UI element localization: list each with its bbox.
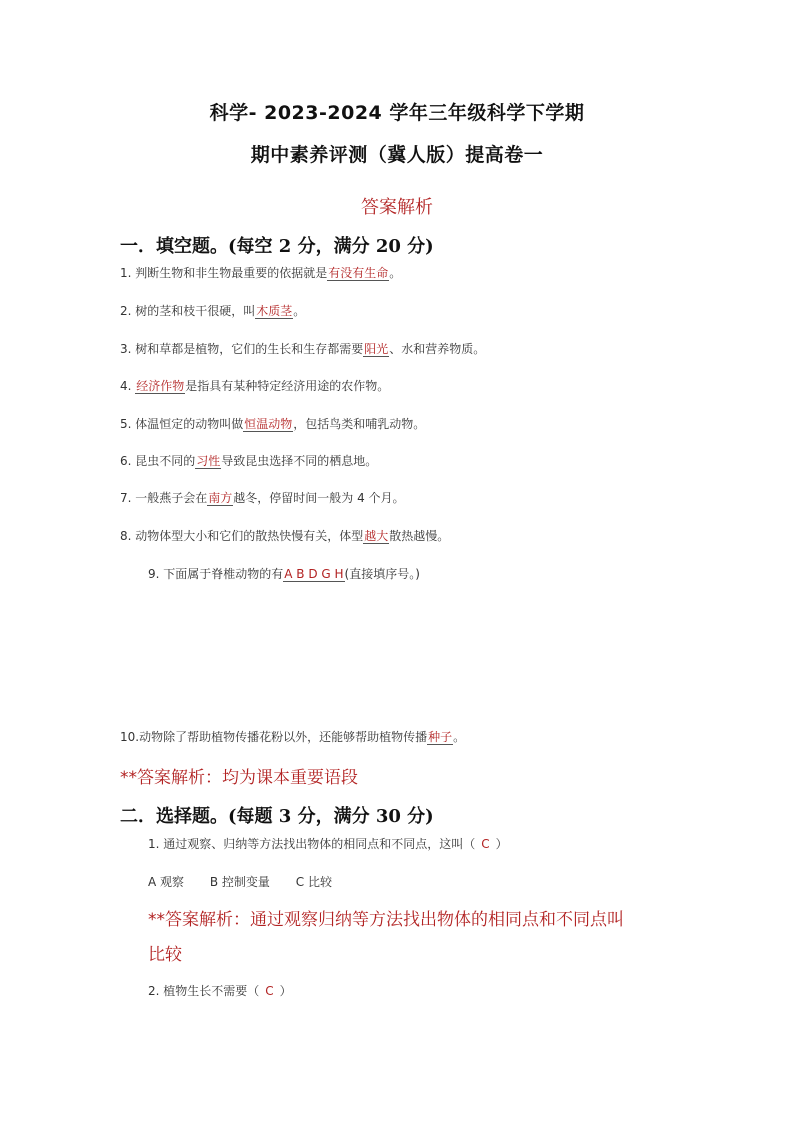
page-title-line2: 期中素养评测（冀人版）提高卷一	[250, 144, 544, 166]
section2-heading: 二．选择题。(每题 3 分，满分 30 分)	[120, 806, 434, 827]
answer-blank: 习性	[196, 454, 221, 468]
choice-question-2: 2. 植物生长不需要（ C ）	[148, 984, 292, 998]
fill-question-2: 2. 树的茎和枝干很硬，叫木质茎。	[120, 304, 306, 318]
page-title-line1: 科学- 2023-2024 学年三年级科学下学期	[209, 102, 585, 124]
answer-blank: 南方	[208, 491, 233, 505]
answer-choice: C	[481, 837, 490, 851]
fill-question-1: 1. 判断生物和非生物最重要的依据就是有没有生命。	[120, 266, 402, 280]
fill-question-6: 6. 昆虫不同的习性导致昆虫选择不同的栖息地。	[120, 454, 378, 468]
answer-blank: 恒温动物	[244, 417, 293, 431]
fill-question-10: 10.动物除了帮助植物传播花粉以外，还能够帮助植物传播种子。	[120, 730, 466, 744]
answer-analysis-title: 答案解析	[361, 197, 433, 218]
fill-question-9: 9. 下面属于脊椎动物的有A B D G H(直接填序号。)	[148, 567, 420, 581]
fill-question-7: 7. 一般燕子会在南方越冬，停留时间一般为 4 个月。	[120, 491, 405, 505]
answer-blank: 种子	[428, 730, 453, 744]
answer-blank: 越大	[364, 529, 389, 543]
fill-question-3: 3. 树和草都是植物，它们的生长和生存都需要阳光、水和营养物质。	[120, 342, 486, 356]
option-c: C 比较	[295, 875, 332, 889]
section2-q1-analysis-line1: **答案解析：通过观察归纳等方法找出物体的相同点和不同点叫	[148, 910, 624, 930]
choice-question-1: 1. 通过观察、归纳等方法找出物体的相同点和不同点，这叫（ C ）	[148, 837, 508, 851]
choice-question-1-options	[148, 873, 354, 890]
answer-blank: 有没有生命	[328, 266, 389, 280]
option-a: A 观察	[148, 875, 185, 889]
section1-heading: 一．填空题。(每空 2 分，满分 20 分)	[120, 236, 434, 257]
option-b: B 控制变量	[209, 875, 270, 889]
section2-q1-analysis-line2: 比较	[148, 945, 182, 965]
section1-analysis: **答案解析：均为课本重要语段	[120, 768, 358, 788]
fill-question-8: 8. 动物体型大小和它们的散热快慢有关，体型越大散热越慢。	[120, 529, 450, 543]
answer-blank: 木质茎	[256, 304, 293, 318]
answer-blank: A B D G H	[284, 567, 344, 581]
answer-choice: C	[265, 984, 274, 998]
answer-blank: 经济作物	[136, 379, 185, 393]
answer-blank: 阳光	[364, 342, 389, 356]
fill-question-4: 4. 经济作物是指具有某种特定经济用途的农作物。	[120, 379, 390, 393]
fill-question-5: 5. 体温恒定的动物叫做恒温动物，包括鸟类和哺乳动物。	[120, 417, 426, 431]
